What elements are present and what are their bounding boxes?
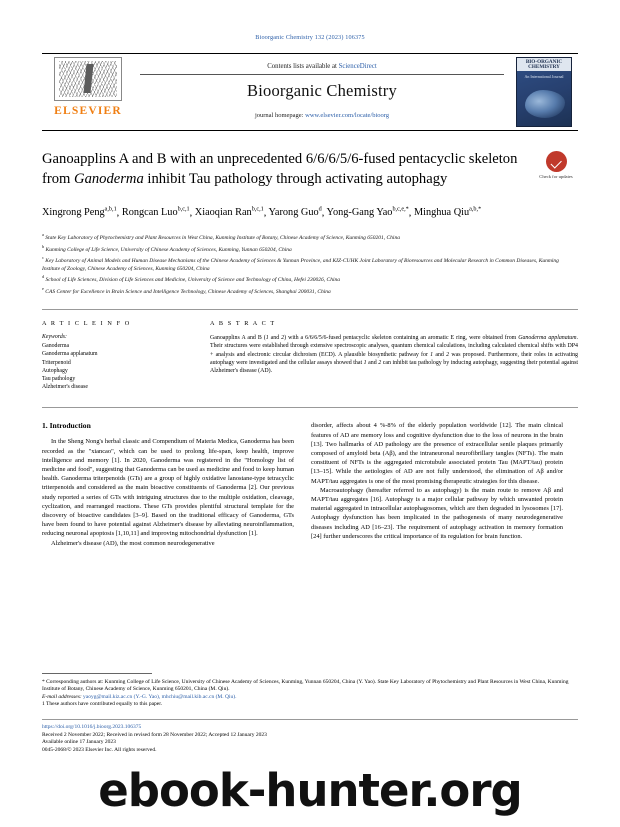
abstract-text xyxy=(210,334,578,375)
email-label: E-mail addresses: xyxy=(42,693,82,700)
abstract-heading: A B S T R A C T xyxy=(210,320,276,328)
affiliation-item xyxy=(42,243,578,254)
affiliation-marker: e xyxy=(42,285,44,291)
section-heading-introduction: 1. Introduction xyxy=(42,421,91,431)
masthead-divider xyxy=(140,74,504,75)
keyword: Alzheimer's disease xyxy=(42,384,88,391)
publisher-logo xyxy=(42,54,134,130)
contents-list-line xyxy=(267,63,376,70)
title-line-3: activating autophagy xyxy=(325,171,448,187)
affiliation-item xyxy=(42,231,578,242)
author[interactable] xyxy=(195,207,264,218)
email-note xyxy=(42,694,578,702)
footnotes xyxy=(42,673,578,709)
title-line-2b: inhibit Tau pathology through xyxy=(143,171,322,187)
paragraph: In the Sheng Nong's herbal classic and Compendium of Materia Medica, Ganoderma has been recorded as the "xiancao", which can be used to prolong life-span, keep health, improve intelligence and memory [1]. In 2020, Ganoderma was registered in the "Homology list of medicine and food", suggesting that Ganoderma can be used as medicine and food to keep human health. Ganoderma triterpenoids (GTs) are a group of highly oxidative lanostane-type tetracyclic triterpenoids and considered as the main bioactive constituents of Ganoderma [2]. Our previous study reported a series of GTs with intriguing structures due to the multiple oxidation, cleavage, cyclization, and rearranged reactions. These GTs provides plentiful structural template for the discovery of bioactive candidates [3–9]. Based on the traditional efficacy of Ganoderma, GTs have been found to have potential against Alzheimer's disease by alleviating neuroinflammation, reducing neuronal apoptosis [1,10,11] and improving mitochondrial dysfunction [1]. xyxy=(42,438,294,538)
abstract-seg: ) with a 6/6/6/5/6-fused pentacyclic skeleton containing an aromatic E ring, were obtained from xyxy=(284,335,519,342)
paragraph: disorder, affects about 4 %-8% of the elderly population worldwide [12]. The main clinical features of AD are memory loss and cognitive dysfunction due to the loss of neurons in the brain [13]. Two hallmarks of AD pathology are the presence of extracellular senile plaques primarily composed of amyloid beta (Aβ), and the intraneuronal neurofibrillary tangles (NFTs). The main constituent of NFTs is the aggregated microtubule associated protein Tau (MAPT/tau) protein [13–15]. While the aetiologies of AD are not fully understood, the elimination of Aβ and/or MAPT/tau aggregates is one of the most promising therapeutic strategies for this disease. xyxy=(311,422,563,485)
check-icon xyxy=(546,151,567,172)
email-links[interactable]: yaoyg@mail.kiz.ac.cn (Y.-G. Yao), mhchiu@mail.kib.ac.cn (M. Qiu). xyxy=(83,693,237,700)
affiliation-text: Kunming College of Life Science, University of Chinese Academy of Sciences, Kunming, Yunnan 650204, China xyxy=(45,246,292,253)
publisher-name: ELSEVIER xyxy=(54,105,122,117)
author-name: Rongcan Luo xyxy=(121,207,178,219)
keyword: Tau pathology xyxy=(42,375,76,382)
keyword: Triterpenoid xyxy=(42,359,71,366)
homepage-prefix: journal homepage: xyxy=(254,111,306,119)
affiliation-text: CAS Center for Excellence in Brain Science and Intelligence Technology, Chinese Academy of Sciences, Shanghai 200031, China xyxy=(45,288,331,295)
cover-subtitle: An International Journal xyxy=(524,74,564,79)
running-head: Bioorganic Chemistry 132 (2023) 106375 xyxy=(255,34,365,41)
affiliation-item xyxy=(42,285,578,296)
title-genus: Ganoderma xyxy=(74,171,144,187)
affiliation-marker: a xyxy=(42,232,44,238)
abstract xyxy=(210,320,578,391)
publication-block xyxy=(42,719,578,755)
paragraph: Macroautophagy (hereafter referred to as autophagy) is the main route to remove Aβ and MAPT/tau aggregates [16]. Autophagy is a major cellular pathway by which unwanted protein material aggregated in intracellular autophagosomes, which are then degraded in lysosomes [17]. Autophagy dysfunction has been implicated in the pathogenesis of many neurodegenerative diseases including AD [16–23]. The requirement of autophagy activation in memory formation [24] further underscores the critical importance of its regulation for brain function. xyxy=(311,486,563,540)
author-name: Yarong Guo xyxy=(268,207,319,219)
crossmark-label: Check for updates xyxy=(539,174,573,179)
author-affil-marker: a,b,* xyxy=(469,206,482,213)
title-line-1: Ganoapplins A and B with an unprecedented 6/6/6/5/6-fused pentacyclic xyxy=(42,151,466,167)
author-affil-marker: b,c,e,* xyxy=(392,206,409,213)
watermark-banner xyxy=(0,753,620,827)
doi-link[interactable]: https://doi.org/10.1016/j.bioorg.2023.106375 xyxy=(42,723,142,730)
sciencedirect-link[interactable]: ScienceDirect xyxy=(338,63,377,71)
contents-prefix: Contents lists available at xyxy=(267,63,339,71)
author-name: Minghua Qiu xyxy=(413,207,470,219)
author[interactable] xyxy=(414,207,481,218)
journal-homepage-line xyxy=(255,112,389,119)
abstract-seg: was proposed. Furthermore, their roles in activating autophagy were investigated and the cellular assays showed that xyxy=(210,351,578,367)
abstract-seg: and xyxy=(268,335,282,342)
article-info-abstract xyxy=(42,320,578,391)
keyword: Ganoderma xyxy=(42,343,70,350)
affiliation-text: School of Life Sciences, Division of Life Sciences and Medicine, University of Science and Technology of China, Hefei 230026, China xyxy=(45,277,340,284)
title-block xyxy=(42,149,578,189)
body-column-right xyxy=(311,421,563,547)
author[interactable] xyxy=(122,207,190,218)
abstract-seg: and xyxy=(433,351,447,358)
divider-below-abstract xyxy=(42,407,578,408)
available-online: Available online 17 January 2023 xyxy=(42,739,116,746)
abstract-seg: 1 xyxy=(265,335,269,342)
equal-contribution-note: 1 These authors have contributed equally to this paper. xyxy=(42,701,163,708)
affiliation-marker: c xyxy=(42,255,44,261)
cover-graphic xyxy=(525,90,565,118)
publication-rule xyxy=(42,719,578,720)
affiliation-text: State Key Laboratory of Phytochemistry and Plant Resources in West China, Kunming Institute of Botany, Chinese Academy of Science, Kunming 650201, China xyxy=(45,235,400,242)
abstract-seg: Ganoapplins A and B ( xyxy=(210,335,266,342)
cover-title: BIO-ORGANIC CHEMISTRY xyxy=(525,58,563,70)
affiliation-item xyxy=(42,254,578,273)
abstract-seg: 1 xyxy=(430,351,434,358)
journal-masthead xyxy=(42,53,578,131)
footnote-rule xyxy=(42,673,152,674)
body-column-left xyxy=(42,421,294,547)
keywords-label: Keywords: xyxy=(42,334,67,341)
author-name: Yong-Gang Yao xyxy=(326,207,393,219)
article-info xyxy=(42,320,210,391)
keyword: Autophagy xyxy=(42,367,68,374)
abstract-seg: 2 xyxy=(446,351,450,358)
corresponding-author-note: * Corresponding authors at: Kunming College of Life Science, University of Chinese Academy of Sciences, Kunming, Yunnan 650204, China (Y. Yao). State Key Laboratory of Phytochemistry and Plant Resources in West China, Kunming Institute of Botany, Chinese Academy of Science, Kunming 650201, China (M. Qiu). xyxy=(42,678,569,693)
author-list: Xingrong Peng$^{a,b,1}$, Rongcan Luo$^{b,c,1}$, Xiaoqian Ran$^{b,c,1}$, Yarong Guo$^d$, Yong-Gang Yao$^{b,c,e,*}$, Minghua Qiu$^{a,b,*}$ xyxy=(42,206,482,219)
abstract-seg: can inhibit tau pathology by inducing autophagy, suggesting their potential against Alzheimer's disease (AD). xyxy=(210,360,579,375)
author-affil-marker: b,c,1 xyxy=(251,206,264,213)
abstract-seg: 2 xyxy=(281,335,285,342)
author[interactable] xyxy=(269,207,322,218)
paragraph: Alzheimer's disease (AD), the most common neurodegenerative xyxy=(51,539,215,547)
keyword-list xyxy=(42,342,192,391)
divider-above-abstract xyxy=(42,309,578,310)
author[interactable] xyxy=(42,207,117,218)
abstract-seg: . Their structures were established through extensive spectroscopic analyses, quantum chemical calculations, including calculated chemical shifts with DP4 + analysis and electronic circular dichroism (ECD). A plausible biosynthetic pathway for xyxy=(210,335,578,358)
author-name: Xingrong Peng xyxy=(42,207,105,219)
journal-title: Bioorganic Chemistry xyxy=(247,80,397,100)
journal-cover-thumb xyxy=(510,54,578,130)
affiliation-marker: d xyxy=(42,274,45,280)
title-line-2a: skeleton from xyxy=(42,151,518,187)
abstract-seg: 2 xyxy=(378,360,382,367)
body-columns xyxy=(42,421,578,547)
affiliation-marker: b xyxy=(42,243,45,249)
affiliation-list xyxy=(42,231,578,296)
crossmark-badge[interactable] xyxy=(534,149,578,189)
affiliation-item xyxy=(42,273,578,284)
watermark-text: ebook-hunter.org xyxy=(98,763,522,817)
abstract-seg: and xyxy=(366,360,379,367)
journal-homepage-link[interactable]: www.elsevier.com/locate/bioorg xyxy=(305,111,390,119)
affiliation-text: Key Laboratory of Animal Models and Human Disease Mechanisms of the Chinese Academy of Sciences & Yunnan Province, and KIZ-CUHK Joint Laboratory of Bioresources and Molecular Research in Common Diseases, Kunming Institute of Zoology, Chinese Academy of Sciences, Kunming 650204, China xyxy=(42,258,559,272)
cover-image xyxy=(516,57,572,127)
article-info-heading: A R T I C L E I N F O xyxy=(42,320,131,328)
author-affil-marker: b,c,1 xyxy=(177,206,190,213)
author-affil-marker: d xyxy=(318,206,322,213)
masthead-center xyxy=(134,54,510,130)
abstract-seg: Ganoderma applanatum xyxy=(518,335,577,342)
page-title xyxy=(42,149,524,189)
elsevier-tree-icon xyxy=(54,57,122,101)
keyword: Ganoderma applanatum xyxy=(42,351,98,358)
author-name: Xiaoqian Ran xyxy=(194,207,252,219)
author-affil-marker: a,b,1 xyxy=(104,206,117,213)
abstract-seg: 1 xyxy=(363,360,367,367)
copyright-line: 0045-2068/© 2023 Elsevier Inc. All rights reserved. xyxy=(42,747,157,754)
author[interactable] xyxy=(327,207,409,218)
article-history: Received 2 November 2022; Received in revised form 28 November 2022; Accepted 12 January 2023 xyxy=(42,731,267,738)
